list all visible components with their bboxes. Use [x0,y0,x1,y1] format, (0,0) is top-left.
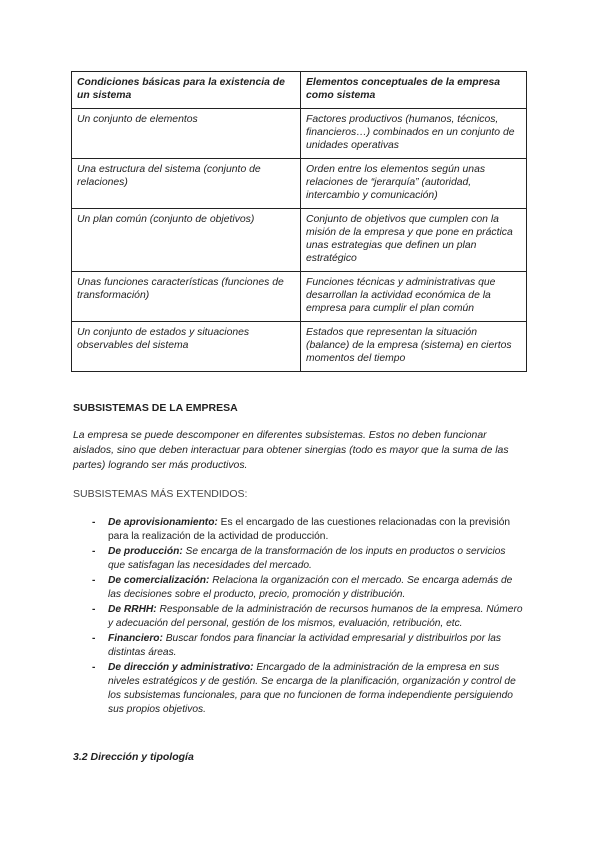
bullet-dash: - [92,575,96,586]
table-cell: Un plan común (conjunto de objetivos) [72,209,301,272]
section-title: 3.2 Dirección y tipología [73,751,194,763]
bullet-dash: - [92,604,96,615]
table-cell: Una estructura del sistema (conjunto de relaciones) [72,159,301,209]
table-row [72,159,527,209]
list-item-desc: Encargado de la administración de la empresa en sus niveles estratégicos y de gestión. Se encarga de la planificación, organización y control de los subsistemas funcionales, para que no funcionen de forma independiente persiguiendo sus propios objetivos. [108,662,516,715]
systems-table [71,71,527,372]
list-item-desc: Es el encargado de las cuestiones relacionadas con la previsión para la realización de la actividad de producción. [108,517,511,542]
table-row [72,272,527,322]
table-header-cell: Elementos conceptuales de la empresa como sistema [301,72,527,109]
list-item [92,516,524,544]
list-item [92,545,524,573]
table-cell: Orden entre los elementos según unas relaciones de “jerarquía” (autoridad, intercambio y comunicación) [301,159,527,209]
table-cell: Conjunto de objetivos que cumplen con la misión de la empresa y que pone en práctica unas estrategias que definen un plan estratégico [301,209,527,272]
list-item-desc: Buscar fondos para financiar la actividad empresarial y distribuirlos por las distintas áreas. [108,633,501,658]
table-cell: Funciones técnicas y administrativas que desarrollan la actividad económica de la empresa para cumplir el plan común [301,272,527,322]
subheading: SUBSISTEMAS MÁS EXTENDIDOS: [73,488,248,500]
table-row [72,322,527,372]
list-item-term: De comercialización: [108,575,210,586]
list-item [92,603,524,631]
bullet-dash: - [92,546,96,557]
list-item [92,574,524,602]
list-item-desc: Relaciona la organización con el mercado. Se encarga además de las decisiones sobre el producto, precio, promoción y distribución. [108,575,513,600]
table-cell: Un conjunto de elementos [72,109,301,159]
list-item-desc: Se encarga de la transformación de los inputs en productos o servicios que satisfagan las necesidades del mercado. [108,546,506,571]
table-row [72,109,527,159]
list-item-term: De producción: [108,546,183,557]
table-cell: Un conjunto de estados y situaciones observables del sistema [72,322,301,372]
bullet-dash: - [92,633,96,644]
table-cell: Factores productivos (humanos, técnicos, financieros…) combinados en un conjunto de unidades operativas [301,109,527,159]
list-item-term: De dirección y administrativo: [108,662,254,673]
list-item-desc: Responsable de la administración de recursos humanos de la empresa. Número y adecuación del personal, gestión de los mismos, evaluación, retribución, etc. [108,604,523,629]
list-item-term: De RRHH: [108,604,157,615]
list-item-term: Financiero: [108,633,163,644]
subsystems-list [92,516,524,718]
list-item [92,632,524,660]
list-item [92,661,524,717]
bullet-dash: - [92,517,96,528]
intro-paragraph: La empresa se puede descomponer en diferentes subsistemas. Estos no deben funcionar aislados, sino que deben interactuar para obtener sinergias (todo es mayor que la suma de las partes) logrando ser más productivos. [73,430,509,471]
table-header-cell: Condiciones básicas para la existencia de un sistema [72,72,301,109]
list-item-term: De aprovisionamiento: [108,517,218,528]
table-cell: Estados que representan la situación (balance) de la empresa (sistema) en ciertos momentos del tiempo [301,322,527,372]
table-header-row [72,72,527,109]
table-cell: Unas funciones características (funciones de transformación) [72,272,301,322]
table-row [72,209,527,272]
section-heading: SUBSISTEMAS DE LA EMPRESA [73,402,238,414]
bullet-dash: - [92,662,96,673]
